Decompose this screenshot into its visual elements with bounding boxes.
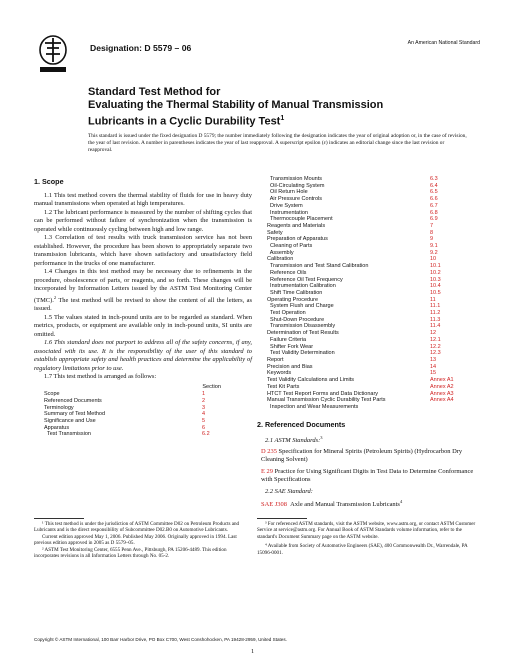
footnote-4: ⁴ Available from Society of Automotive Engineers (SAE), 400 Commonwealth Dr., Warrendale, PA 15096-0001. <box>257 543 468 556</box>
toc-row <box>267 236 462 243</box>
footnotes-left <box>34 521 252 559</box>
toc-section-link[interactable]: 6 <box>202 424 206 431</box>
toc-row <box>267 277 462 284</box>
toc-section-link[interactable]: 11 <box>430 296 436 303</box>
toc-section-link[interactable]: 9.2 <box>430 249 438 256</box>
toc-section-link[interactable]: 6.7 <box>430 202 438 209</box>
toc-row <box>267 243 462 250</box>
toc-row <box>267 203 462 210</box>
toc-row <box>267 364 462 371</box>
toc-section-link[interactable]: 5 <box>202 417 206 424</box>
toc-section-link[interactable]: 10.3 <box>430 276 441 283</box>
toc-section-link[interactable]: 12.3 <box>430 350 441 357</box>
toc-label: System Flush and Charge <box>267 303 334 310</box>
toc-row <box>267 350 462 357</box>
toc-row <box>267 270 462 277</box>
toc-section-link[interactable]: 11.1 <box>430 303 441 310</box>
toc-row <box>267 183 462 190</box>
toc-label: Shut-Down Procedure <box>267 316 325 323</box>
toc-row <box>267 256 462 263</box>
toc-row <box>267 176 462 183</box>
reference-code-link[interactable]: D 235 <box>261 447 277 455</box>
toc-label: Significance and Use <box>44 417 96 424</box>
toc-section-link[interactable]: 6.5 <box>430 189 438 196</box>
toc-section-link[interactable]: 14 <box>430 363 437 370</box>
astm-standards-heading: 2.1 ASTM Standards:$^3$ <box>265 435 323 445</box>
toc-row <box>267 317 462 324</box>
toc-section-link[interactable]: Annex A1 <box>430 377 454 384</box>
title-footnote-mark: 1 <box>280 115 285 122</box>
toc-label: Test Validity Calculations and Limits <box>267 377 355 384</box>
title-line-3: Lubricants in a Cyclic Durability Test$^1$ <box>88 115 285 128</box>
toc-section-link[interactable]: 15 <box>430 370 437 377</box>
toc-label: Cleaning of Parts <box>267 243 313 250</box>
toc-row <box>44 398 234 405</box>
toc-label: Failure Criteria <box>267 336 307 343</box>
toc-label: Thermocouple Placement <box>267 216 333 223</box>
toc-label: HTCT Test Report Forms and Data Dictionary <box>267 390 379 397</box>
toc-row <box>267 263 462 270</box>
toc-section-link[interactable]: 10.4 <box>430 283 441 290</box>
right-column <box>257 176 477 513</box>
document-title <box>88 86 468 129</box>
toc-label: Reference Oil Test Frequency <box>267 276 343 283</box>
toc-section-link[interactable]: 10.1 <box>430 263 441 270</box>
toc-label: Determination of Test Results <box>267 330 339 337</box>
toc-row <box>267 377 462 384</box>
paragraph-1-1: 1.1 This test method covers the thermal stability of fluids for use in heavy duty manual transmissions when operated at high temperatures. <box>34 191 252 207</box>
toc-row <box>267 230 462 237</box>
toc-label: Test Transmission <box>44 431 91 438</box>
astm-logo <box>38 34 68 74</box>
references-heading: 2. Referenced Documents <box>257 419 346 429</box>
toc-row <box>267 397 462 404</box>
toc-section-link[interactable]: Annex A2 <box>430 383 454 390</box>
toc-section-link[interactable]: 6.8 <box>430 209 438 216</box>
paragraph-1-2: 1.2 The lubricant performance is measured by the number of shifting cycles that can be performed without failure of synchronization when the transmission is operated while continuously cycling between high and low range. <box>34 208 252 233</box>
toc-section-link[interactable]: 12.2 <box>430 343 441 350</box>
toc-section-link[interactable]: 8 <box>430 229 434 236</box>
toc-label: Air Pressure Controls <box>267 196 323 203</box>
toc-row <box>267 290 462 297</box>
toc-section-link[interactable]: 12 <box>430 330 437 337</box>
toc-section-link[interactable]: 2 <box>202 397 206 404</box>
scope-heading: 1. Scope <box>34 177 64 186</box>
paragraph-1-3: 1.3 Correlation of test results with truck transmission service has not been established. However, the procedure has been shown to appropriately separate two transmission lubricants, which have shown satisfactory and unsatisfactory field performance in the trucks of one manufacturer. <box>34 234 252 267</box>
toc-label: Transmission Disassembly <box>267 323 336 330</box>
toc-label: Operating Procedure <box>267 296 319 303</box>
toc-section-link[interactable]: Annex A3 <box>430 390 454 397</box>
toc-row <box>267 323 462 330</box>
toc-row <box>44 425 234 432</box>
toc-row <box>267 223 462 230</box>
reference-title: Specification for Mineral Spirits (Petroleum Spirits) (Hydrocarbon Dry Cleaning Solvent) <box>261 447 463 464</box>
toc-row <box>267 357 462 364</box>
toc-label: Apparatus <box>44 424 70 431</box>
toc-section-link[interactable]: 7 <box>430 222 434 229</box>
toc-row <box>267 330 462 337</box>
reference-item <box>257 448 477 465</box>
toc-label: Shifter Fork Wear <box>267 343 314 350</box>
toc-row <box>267 303 462 310</box>
toc-label: Test Validity Determination <box>267 350 335 357</box>
toc-label: Report <box>267 356 284 363</box>
toc-section-link[interactable]: 11.3 <box>430 316 441 323</box>
toc-section-link[interactable]: 13 <box>430 356 437 363</box>
toc-row <box>267 283 462 290</box>
toc-label: Inspection and Wear Measurements <box>267 403 359 410</box>
toc-row <box>267 310 462 317</box>
toc-section-link[interactable]: 9 <box>430 236 434 243</box>
toc-label: Terminology <box>44 404 74 411</box>
toc-row <box>44 411 234 418</box>
toc-row <box>44 431 234 438</box>
toc-label: Scope <box>44 391 60 398</box>
footnote-3: ³ For referenced ASTM standards, visit the ASTM website, www.astm.org, or contact ASTM Customer Service at service@astm.org. For Annual Book of ASTM Standards volume information, refer to the standard's Document Summary page on the ASTM website. <box>257 521 476 540</box>
toc-row <box>267 391 462 398</box>
toc-label: Instrumentation Calibration <box>267 283 336 290</box>
toc-row <box>267 297 462 304</box>
toc-row <box>267 250 462 257</box>
toc-label: Safety <box>267 229 283 236</box>
reference-list <box>257 448 477 485</box>
toc-row <box>267 344 462 351</box>
footnote-1-edition: Current edition approved May 1, 2006. Published May 2006. Originally approved in 1994. Last previous edition approved in 2005 as D 5579–05. <box>34 533 237 547</box>
national-standard-label: An American National Standard <box>407 40 480 46</box>
reference-code-link[interactable]: SAE J308 <box>261 501 287 509</box>
footnotes-right <box>257 521 477 556</box>
left-column <box>34 178 252 438</box>
toc-section-link[interactable]: 10 <box>430 256 437 263</box>
toc-label: Manual Transmission Cyclic Durability Test Parts <box>267 397 386 404</box>
reference-code-link[interactable]: E 29 <box>261 467 273 475</box>
toc-label: Preparation of Apparatus <box>267 236 328 243</box>
toc-row <box>267 337 462 344</box>
toc-section-link[interactable]: 11.4 <box>430 323 441 330</box>
footnote-rule-left <box>34 518 84 519</box>
toc-label: Oil-Circulating System <box>267 182 325 189</box>
toc-section-link[interactable]: 10.2 <box>430 269 441 276</box>
toc-label: Test Kit Parts <box>267 383 300 390</box>
toc-label: Calibration <box>267 256 294 263</box>
toc-row <box>267 189 462 196</box>
toc-label: Reference Oils <box>267 269 307 276</box>
toc-label: Keywords <box>267 370 292 377</box>
toc-label: Reagents and Materials <box>267 222 326 229</box>
toc-section-link[interactable]: 6.9 <box>430 216 438 223</box>
copyright-notice: Copyright © ASTM International, 100 Barr Harbor Drive, PO Box C700, West Conshohocken, PA 19428-2959, United States. <box>34 637 287 642</box>
toc-section-link[interactable]: 12.1 <box>430 336 441 343</box>
toc-label: Instrumentation <box>267 209 308 216</box>
toc-label: Drive System <box>267 202 303 209</box>
toc-section-link[interactable]: 6.4 <box>430 182 438 189</box>
toc-section-link[interactable]: 9.1 <box>430 243 438 250</box>
toc-row <box>267 196 462 203</box>
toc-row <box>267 210 462 217</box>
footnote-1: ¹ This test method is under the jurisdiction of ASTM Committee D02 on Petroleum Products and Lubricants and is the direct responsibility of Subcommittee D02.B0 on Automotive Lubricants. <box>34 521 240 534</box>
title-line-2: Evaluating the Thermal Stability of Manual Transmission <box>88 99 384 111</box>
section-column-label: Section <box>202 383 221 390</box>
toc-row <box>44 418 234 425</box>
paragraph-1-5: 1.5 The values stated in inch-pound units are to be regarded as standard. When metrics, products, or equipment are available only in inch-pound units, SI units are omitted. <box>34 313 252 338</box>
toc-row <box>267 216 462 223</box>
toc-row <box>267 404 462 411</box>
toc-row <box>44 405 234 412</box>
toc-section-link[interactable]: 4 <box>202 411 206 418</box>
sae-standard-heading: 2.2 SAE Standard: <box>265 487 313 495</box>
designation: Designation: D 5579 – 06 <box>90 43 192 53</box>
toc-section-link[interactable]: 1 <box>202 391 206 398</box>
toc-row <box>44 391 234 398</box>
reference-sae-j308: SAE J308 Axle and Manual Transmission Lubricants$^4$ <box>261 499 403 509</box>
reference-item <box>257 468 477 485</box>
toc-label: Referenced Documents <box>44 397 102 404</box>
toc-label: Test Operation <box>267 310 306 317</box>
toc-section-link[interactable]: 6.6 <box>430 196 438 203</box>
footnote-rule-right <box>257 518 307 519</box>
toc-table-right <box>267 176 462 411</box>
toc-section-link[interactable] <box>430 404 462 411</box>
paragraph-1-4: 1.4 Changes in this test method may be necessary due to refinements in the procedure, obsolescence of parts, or reagents, and so forth. These changes will be incorporated by Information Letters issued by the ASTM Test Monitoring Center (TMC).$^2$ The test method will be revised to show the content of all the letters, as issued. <box>34 268 252 313</box>
toc-row <box>267 384 462 391</box>
toc-label: Transmission and Test Stand Calibration <box>267 263 369 270</box>
toc-label: Summary of Test Method <box>44 411 106 418</box>
toc-table-left <box>44 391 234 438</box>
page-number: 1 <box>251 648 255 655</box>
toc-label: Transmission Mounts <box>267 176 323 182</box>
toc-section-link[interactable]: 6.2 <box>202 431 210 438</box>
toc-section-link[interactable]: 10.5 <box>430 289 441 296</box>
paragraph-1-7: 1.7 This test method is arranged as follows: <box>44 373 157 381</box>
toc-section-link[interactable]: Annex A4 <box>430 397 454 404</box>
paragraph-1-6: 1.6 This standard does not purport to address all of the safety concerns, if any, associated with its use. It is the responsibility of the user of this standard to establish appropriate safety and health practices and determine the applicability of regulatory limitations prior to use. <box>34 339 252 372</box>
reference-title: Practice for Using Significant Digits in Test Data to Determine Conformance with Specifications <box>261 467 474 484</box>
toc-row <box>267 370 462 377</box>
toc-label: Shift Time Calibration <box>267 289 323 296</box>
title-line-1: Standard Test Method for <box>88 86 221 98</box>
toc-label: Precision and Bias <box>267 363 313 370</box>
toc-label: Assembly <box>267 249 294 256</box>
toc-section-link[interactable]: 6.3 <box>430 176 438 182</box>
toc-section-link[interactable]: 11.2 <box>430 310 441 317</box>
issuance-notice: This standard is issued under the fixed designation D 5579; the number immediately following the designation indicates the year of original adoption or, in the case of revision, the year of last revision. A number in parentheses indicates the year of last reapproval. A superscript epsilon (ε) indicates an editorial change since the last revision or reapproval. <box>88 133 467 154</box>
toc-label: Oil Return Hole <box>267 189 308 196</box>
toc-section-link[interactable]: 3 <box>202 404 206 411</box>
footnote-2: ² ASTM Test Monitoring Center, 6555 Penn Ave., Pittsburgh, PA 15206-4489. This edition incorporates revisions in all Information Letters through No. 05-2. <box>34 546 227 560</box>
